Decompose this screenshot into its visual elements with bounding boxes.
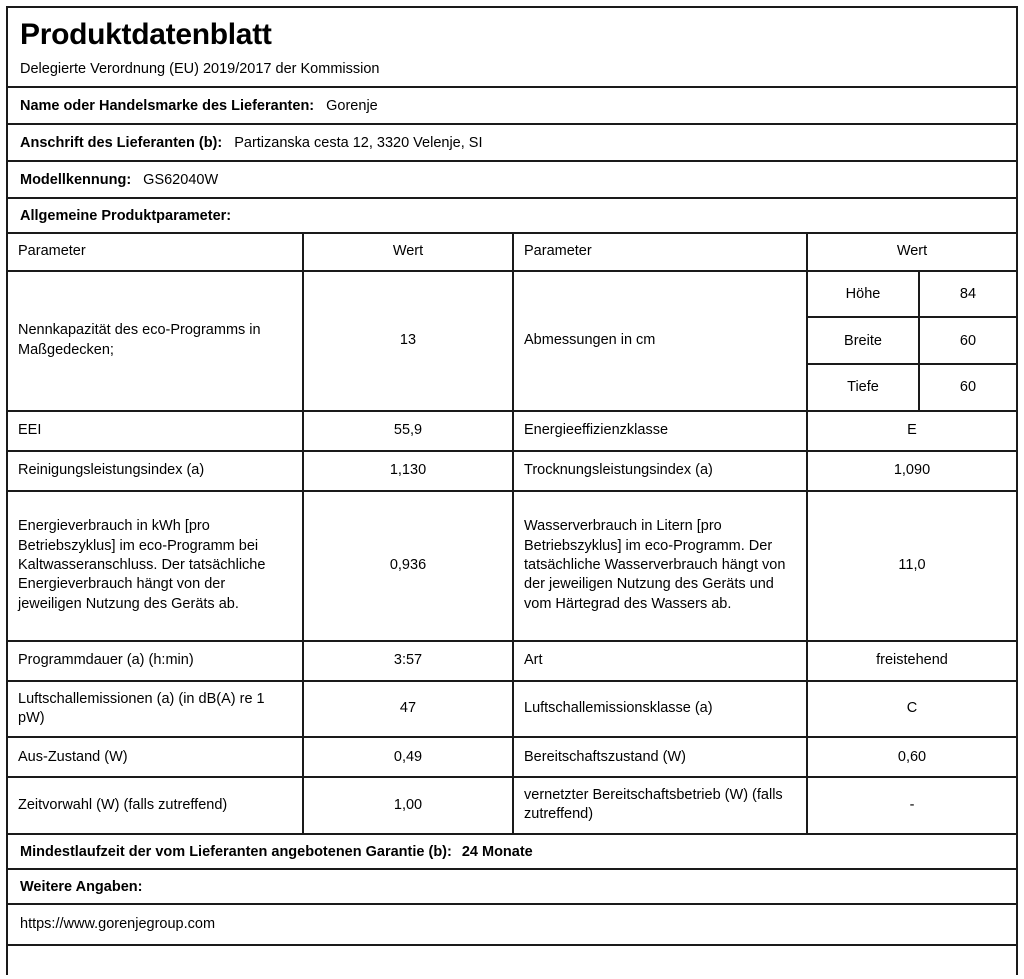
row-label-programme-duration: Programmdauer (a) (h:min)	[8, 642, 304, 680]
row-label-water-consumption: Wasserverbrauch in Litern [pro Betriebszyklus] im eco-Programm. Der tatsächliche Wasserverbrauch hängt von der jeweiligen Nutzung des Geräts und vom Härtegrad des Wassers ab.	[514, 492, 808, 640]
row-label-cleaning-index: Reinigungsleistungsindex (a)	[8, 452, 304, 490]
row-value-energy-consumption: 0,936	[304, 492, 514, 640]
warranty-value: 24 Monate	[461, 843, 533, 860]
row-value-appliance-type: freistehend	[876, 652, 948, 668]
column-header-value-right: Wert	[896, 243, 928, 260]
model-label: Modellkennung:	[20, 172, 132, 189]
table-row	[8, 272, 1016, 412]
table-row	[8, 642, 1016, 682]
supplier-address-label: Anschrift des Lieferanten (b):	[20, 135, 223, 152]
row-value-standby-mode: 0,60	[897, 748, 927, 765]
warranty-row	[8, 835, 1016, 870]
further-info-row	[8, 870, 1016, 905]
table-row	[8, 492, 1016, 642]
regulation-subtitle: Delegierte Verordnung (EU) 2019/2017 der Kommission	[20, 60, 380, 77]
general-parameters-heading-row	[8, 199, 1016, 234]
general-parameters-heading: Allgemeine Produktparameter:	[20, 208, 232, 225]
dimension-label-height: Höhe	[808, 272, 920, 317]
table-row	[8, 738, 1016, 778]
row-label-energy-class: Energieeffizienzklasse	[514, 412, 808, 450]
page-title: Produktdatenblatt	[20, 18, 272, 51]
supplier-url-link[interactable]: https://www.gorenjegroup.com	[20, 915, 216, 932]
row-label-drying-index: Trocknungsleistungsindex (a)	[514, 452, 808, 490]
parameters-table	[8, 234, 1016, 834]
supplier-name-value: Gorenje	[326, 97, 378, 114]
row-value-rated-capacity: 13	[304, 272, 514, 410]
column-header-value-left: Wert	[304, 234, 514, 269]
column-header-parameter-right: Parameter	[514, 234, 808, 269]
row-value-water-consumption: 11,0	[898, 557, 926, 573]
row-value-drying-index: 1,090	[893, 462, 931, 478]
dimension-label-depth: Tiefe	[808, 365, 920, 410]
supplier-name-field	[8, 88, 390, 123]
row-value-noise-emissions: 47	[304, 682, 514, 737]
row-value-programme-duration: 3:57	[304, 642, 514, 680]
model-row	[8, 162, 1016, 199]
row-label-energy-consumption: Energieverbrauch in kWh [pro Betriebszyklus] im eco-Programm bei Kaltwasseranschluss. Der tatsächliche Energieverbrauch hängt von der jeweiligen Nutzung des Geräts ab.	[8, 492, 304, 640]
row-label-appliance-type: Art	[514, 642, 808, 680]
row-label-off-mode: Aus-Zustand (W)	[8, 738, 304, 776]
row-value-networked-standby: -	[909, 796, 915, 813]
warranty-label: Mindestlaufzeit der vom Lieferanten angebotenen Garantie (b):	[20, 843, 452, 860]
table-row	[8, 412, 1016, 452]
row-label-rated-capacity: Nennkapazität des eco-Programms in Maßgedecken;	[8, 272, 304, 410]
dimension-row-height	[808, 272, 1016, 319]
model-value: GS62040W	[143, 172, 219, 189]
table-row	[8, 682, 1016, 739]
supplier-address-field	[8, 125, 495, 160]
row-label-dimensions: Abmessungen in cm	[514, 272, 808, 410]
table-row	[8, 778, 1016, 835]
dimension-row-depth	[808, 365, 1016, 410]
dimensions-subtable	[808, 272, 1016, 410]
row-value-cleaning-index: 1,130	[304, 452, 514, 490]
dimension-value-width: 60	[959, 332, 977, 349]
row-value-noise-class: C	[906, 700, 918, 717]
model-field	[8, 162, 230, 197]
table-header-row	[8, 234, 1016, 271]
column-header-parameter-left: Parameter	[8, 234, 304, 269]
dimension-value-depth: 60	[959, 379, 977, 396]
row-label-delay-start: Zeitvorwahl (W) (falls zutreffend)	[8, 778, 304, 833]
row-label-noise-class: Luftschallemissionsklasse (a)	[514, 682, 808, 737]
row-label-noise-emissions: Luftschallemissionen (a) (in dB(A) re 1 pW)	[8, 682, 304, 737]
row-label-eei: EEI	[8, 412, 304, 450]
dimension-value-height: 84	[959, 285, 977, 302]
product-datasheet	[6, 6, 1018, 975]
supplier-name-label: Name oder Handelsmarke des Lieferanten:	[20, 97, 315, 114]
row-label-standby-mode: Bereitschaftszustand (W)	[514, 738, 808, 776]
row-label-networked-standby: vernetzter Bereitschaftsbetrieb (W) (falls zutreffend)	[514, 778, 808, 833]
row-value-energy-class: E	[907, 422, 917, 438]
row-value-off-mode: 0,49	[304, 738, 514, 776]
supplier-url-row[interactable]	[8, 905, 1016, 946]
title-block	[8, 8, 391, 86]
dimension-row-width	[808, 318, 1016, 365]
supplier-name-row	[8, 88, 1016, 125]
row-value-eei: 55,9	[304, 412, 514, 450]
further-info-label: Weitere Angaben:	[20, 878, 143, 895]
supplier-address-value: Partizanska cesta 12, 3320 Velenje, SI	[234, 135, 483, 152]
row-value-delay-start: 1,00	[304, 778, 514, 833]
supplier-address-row	[8, 125, 1016, 162]
dimension-label-width: Breite	[808, 318, 920, 363]
table-row	[8, 452, 1016, 492]
title-row	[8, 8, 1016, 88]
